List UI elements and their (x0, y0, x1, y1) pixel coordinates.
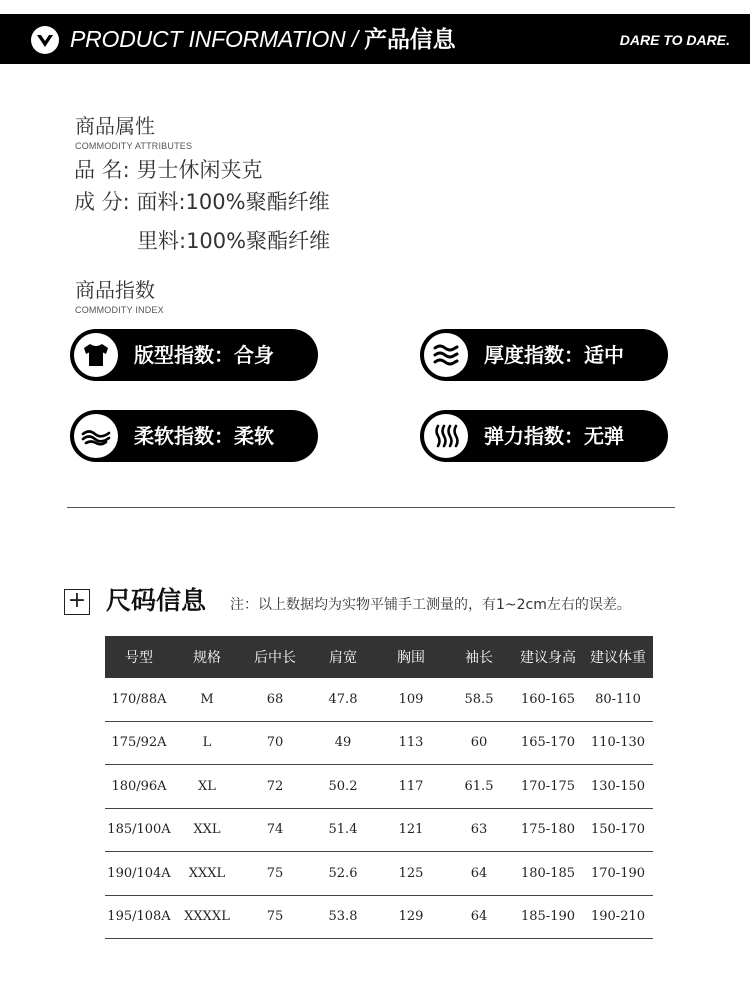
table-cell: 129 (377, 895, 445, 939)
table-cell: 51.4 (309, 808, 377, 852)
product-name-value: 男士休闲夹克 (136, 158, 263, 182)
table-cell: 64 (445, 852, 513, 896)
attributes-subtitle: COMMODITY ATTRIBUTES (75, 141, 193, 151)
tshirt-icon (80, 339, 112, 371)
table-cell: 160-165 (513, 678, 583, 721)
composition-label: 成 分: (74, 190, 130, 214)
softness-index-text: 柔软指数：柔软 (134, 424, 274, 448)
table-cell: 170-175 (513, 765, 583, 809)
elastic-icon (430, 420, 462, 452)
table-row (105, 895, 653, 939)
table-cell: XXXL (173, 852, 241, 896)
table-cell: 125 (377, 852, 445, 896)
table-cell: 58.5 (445, 678, 513, 721)
table-cell: XXXXL (173, 895, 241, 939)
table-cell: 64 (445, 895, 513, 939)
size-table (105, 636, 653, 939)
header-cell: 建议身高 (513, 636, 583, 678)
banner-title (70, 24, 455, 54)
table-row (105, 765, 653, 809)
header-cell: 规格 (173, 636, 241, 678)
elasticity-index-text: 弹力指数：无弹 (484, 424, 624, 448)
table-cell: 109 (377, 678, 445, 721)
table-cell: 117 (377, 765, 445, 809)
feather-icon (80, 420, 112, 452)
table-cell: 190-210 (583, 895, 653, 939)
plus-icon: + (64, 589, 90, 615)
table-cell: 75 (241, 852, 309, 896)
table-cell: 61.5 (445, 765, 513, 809)
fabric-value: 面料:100%聚酯纤维 (136, 190, 330, 214)
table-cell: 60 (445, 721, 513, 765)
size-note: 注：以上数据均为实物平铺手工测量的，有1~2cm左右的误差。 (230, 597, 631, 613)
header-banner (0, 14, 750, 64)
table-cell: 47.8 (309, 678, 377, 721)
banner-title-cn: 产品信息 (364, 26, 456, 52)
product-name-row (74, 156, 262, 184)
table-cell: 50.2 (309, 765, 377, 809)
thickness-index-text: 厚度指数：适中 (484, 343, 624, 367)
banner-slogan: DARE TO DARE. (619, 32, 730, 48)
header-cell: 建议体重 (583, 636, 653, 678)
table-row (105, 678, 653, 721)
table-cell: 52.6 (309, 852, 377, 896)
size-info-title: 尺码信息 (106, 586, 207, 615)
table-cell: 110-130 (583, 721, 653, 765)
elasticity-index-pill (420, 410, 668, 462)
index-title: 商品指数 (75, 278, 155, 302)
header-cell: 肩宽 (309, 636, 377, 678)
table-cell: 72 (241, 765, 309, 809)
thickness-index-pill (420, 329, 668, 381)
section-divider (67, 507, 675, 508)
table-cell: 130-150 (583, 765, 653, 809)
thickness-waves-icon (430, 339, 462, 371)
table-cell: 49 (309, 721, 377, 765)
table-row (105, 852, 653, 896)
index-subtitle: COMMODITY INDEX (75, 305, 164, 315)
table-cell: L (173, 721, 241, 765)
table-cell: 170/88A (105, 678, 173, 721)
table-cell: 190/104A (105, 852, 173, 896)
fit-index-text: 版型指数：合身 (134, 343, 274, 367)
fit-index-pill (70, 329, 318, 381)
brand-logo-icon (30, 25, 60, 55)
header-cell: 袖长 (445, 636, 513, 678)
table-cell: 53.8 (309, 895, 377, 939)
table-cell: 180/96A (105, 765, 173, 809)
table-cell: 175-180 (513, 808, 583, 852)
softness-index-pill (70, 410, 318, 462)
table-cell: 63 (445, 808, 513, 852)
header-cell: 后中长 (241, 636, 309, 678)
table-cell: XXL (173, 808, 241, 852)
table-cell: 68 (241, 678, 309, 721)
table-cell: 70 (241, 721, 309, 765)
table-cell: 74 (241, 808, 309, 852)
table-cell: 80-110 (583, 678, 653, 721)
size-table-body (105, 678, 653, 939)
table-cell: 150-170 (583, 808, 653, 852)
lining-value: 里料:100%聚酯纤维 (137, 229, 331, 253)
table-cell: 185/100A (105, 808, 173, 852)
size-table-header (105, 636, 653, 678)
table-row (105, 721, 653, 765)
table-cell: XL (173, 765, 241, 809)
table-cell: M (173, 678, 241, 721)
table-row (105, 808, 653, 852)
table-cell: 195/108A (105, 895, 173, 939)
table-cell: 170-190 (583, 852, 653, 896)
table-cell: 175/92A (105, 721, 173, 765)
banner-title-en: PRODUCT INFORMATION / (70, 26, 365, 52)
table-cell: 113 (377, 721, 445, 765)
header-cell: 胸围 (377, 636, 445, 678)
table-cell: 185-190 (513, 895, 583, 939)
product-name-label: 品 名: (74, 158, 130, 182)
table-cell: 121 (377, 808, 445, 852)
table-cell: 180-185 (513, 852, 583, 896)
table-cell: 75 (241, 895, 309, 939)
composition-row (74, 188, 330, 216)
table-cell: 165-170 (513, 721, 583, 765)
header-cell: 号型 (105, 636, 173, 678)
attributes-title: 商品属性 (75, 114, 155, 138)
